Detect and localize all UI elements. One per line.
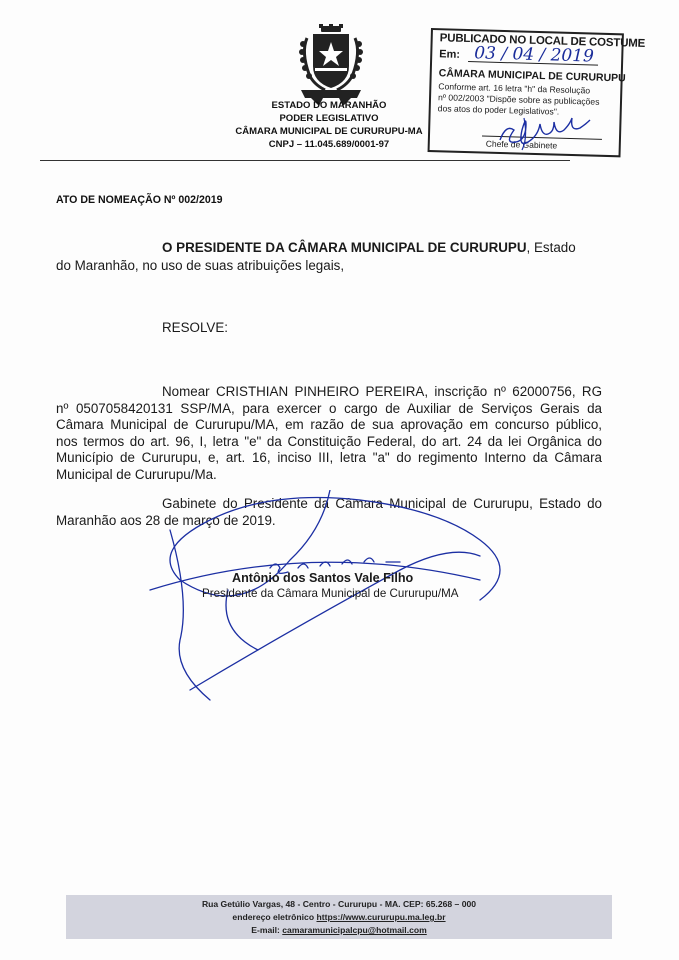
footer-website-label: endereço eletrônico	[232, 912, 315, 922]
closing-paragraph-line: Maranhão aos 28 de março de 2019.	[56, 512, 276, 528]
stamp-line: nº 002/2003 "Dispõe sobre as publicações	[437, 92, 600, 107]
stamp-title: PUBLICADO NO LOCAL DE COSTUME	[439, 32, 646, 50]
president-statement	[162, 240, 576, 257]
stamp-line: dos atos do poder Legislativos".	[437, 103, 560, 117]
closing-paragraph-line: Gabinete do Presidente da Câmara Municipal de Cururupu, Estado do	[162, 496, 602, 511]
footer-email-label: E-mail:	[251, 925, 280, 935]
stamp-handwritten-date: 03 / 04 / 2019	[474, 43, 595, 67]
header-power: PODER LEGISLATIVO	[279, 113, 379, 124]
act-number-heading: ATO DE NOMEAÇÃO Nº 002/2019	[56, 194, 223, 206]
appointment-paragraph-line: Município de Cururupu, e, art. 16, inciso III, letra "a" do regimento Interno da Câmara	[56, 450, 602, 466]
footer-contact-band	[66, 895, 612, 939]
resolve-heading: RESOLVE:	[162, 320, 228, 335]
appointment-paragraph-line: Municipal de Cururupu/Ma.	[56, 467, 217, 482]
footer-email-line	[66, 924, 612, 937]
header-chamber: CÂMARA MUNICIPAL DE CURURUPU-MA	[235, 126, 423, 137]
stamp-signature-scribble	[494, 110, 604, 156]
footer-website-line	[66, 911, 612, 924]
coat-of-arms-logo	[291, 24, 371, 106]
stamp-chefe-label: Chefe de Gabinete	[485, 138, 558, 151]
president-statement-line2: do Maranhão, no uso de suas atribuições legais,	[56, 258, 345, 273]
stamp-line: Conforme art. 16 letra "h" da Resolução	[438, 81, 591, 96]
president-title: O PRESIDENTE DA CÂMARA MUNICIPAL DE CURURUPU	[162, 240, 527, 255]
header-cnpj: CNPJ – 11.045.689/0001-97	[268, 139, 390, 150]
stamp-em-label: Em:	[439, 48, 461, 61]
appointment-paragraph-line: Nomear CRISTHIAN PINHEIRO PEREIRA, inscrição nº 62000756, RG	[162, 384, 602, 399]
footer-website-link[interactable]: https://www.cururupu.ma.leg.br	[316, 912, 446, 922]
president-state-suffix: , Estado	[526, 240, 576, 255]
signer-role: Presidente da Câmara Municipal de Cururupu/MA	[202, 587, 459, 600]
footer-email-link[interactable]: camaramunicipalcpu@hotmail.com	[282, 925, 427, 935]
stamp-chamber: CÂMARA MUNICIPAL DE CURURUPU	[438, 67, 626, 85]
appointment-paragraph-line: nº 0507058420131 SSP/MA, para exercer o cargo de Auxiliar de Serviços Gerais da	[56, 400, 602, 416]
footer-address: Rua Getúlio Vargas, 48 - Centro - Cururupu - MA. CEP: 65.268 – 000	[201, 899, 477, 909]
signer-name: Antônio dos Santos Vale Filho	[232, 571, 414, 585]
header-state: ESTADO DO MARANHÃO	[271, 100, 387, 111]
appointment-paragraph-line: Câmara Municipal de Cururupu/MA, em razão de sua aprovação em concurso público,	[56, 417, 602, 433]
appointment-paragraph-line: nos termos do art. 96, I, letra "e" da Constituição Federal, do art. 24 da lei Orgânica do	[56, 433, 602, 449]
header-divider	[40, 160, 570, 161]
